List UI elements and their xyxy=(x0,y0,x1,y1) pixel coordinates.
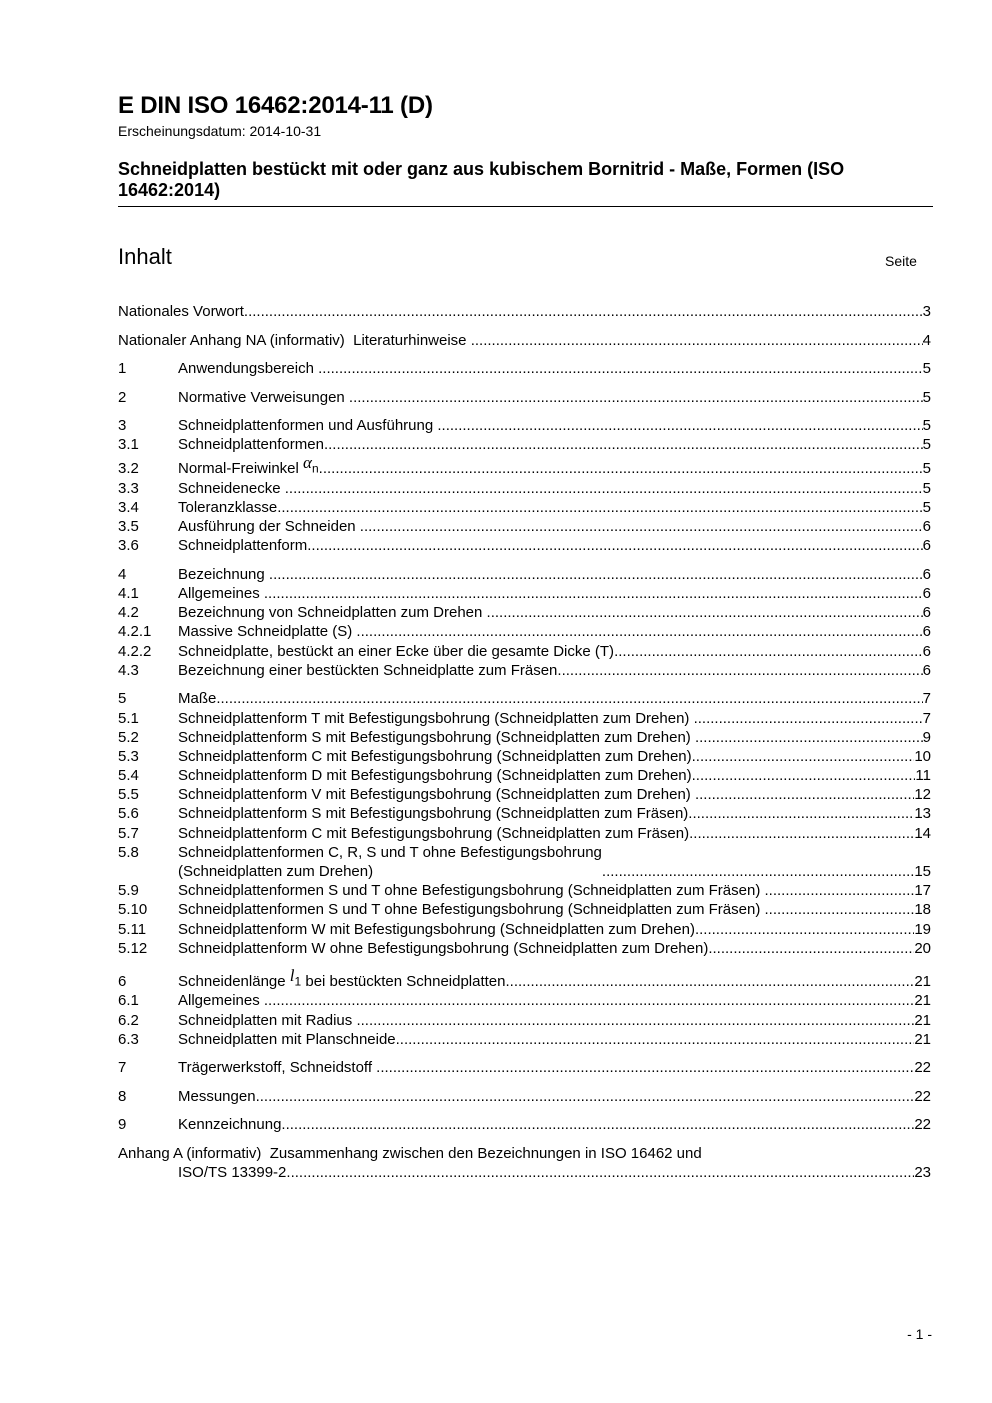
toc-entry-number: 5.9 xyxy=(118,882,139,900)
toc-entry-number: 5.12 xyxy=(118,939,148,957)
toc-leader-dots xyxy=(765,881,915,900)
toc-entry-page: 6 xyxy=(922,565,931,583)
toc-entry-page: 6 xyxy=(922,642,931,660)
toc-entry-number: 3 xyxy=(118,417,127,435)
toc-entry[interactable] xyxy=(118,436,931,455)
toc-leader-dots xyxy=(324,435,923,454)
toc-entry-title: Schneidplatten mit Radius xyxy=(178,1011,357,1029)
toc-entry[interactable] xyxy=(118,498,931,517)
document-subtitle: Schneidplatten bestückt mit oder ganz aus kubischem Bornitrid - Maße, Formen (ISO 16462:2014) xyxy=(118,159,845,200)
page-number: - 1 - xyxy=(907,1326,932,1342)
toc-entry[interactable] xyxy=(118,1058,931,1077)
toc-entry-number: 5 xyxy=(118,690,127,708)
toc-entry-number: 6 xyxy=(118,973,127,991)
toc-leader-dots xyxy=(695,920,914,939)
alpha-n-symbol: $\alpha_n$ xyxy=(303,453,319,476)
toc-entry-number: 3.5 xyxy=(118,518,139,536)
toc-entry[interactable] xyxy=(118,728,931,747)
toc-entry-title: Messungen xyxy=(178,1087,256,1105)
toc-entry-title: Schneidplattenform T mit Befestigungsbohrung (Schneidplatten zum Drehen) xyxy=(178,709,694,727)
toc-entry-title: Normal-Freiwinkel xyxy=(178,460,304,478)
toc-entry-page: 5 xyxy=(922,436,931,454)
toc-entry-number: 7 xyxy=(118,1059,127,1077)
title-divider xyxy=(118,206,933,207)
toc-entry-title: Bezeichnung einer bestückten Schneidplatte zum Fräsen xyxy=(178,661,558,679)
toc-entry-page: 3 xyxy=(922,302,931,320)
toc-entry-title: Schneidplattenform D mit Befestigungsbohrung (Schneidplatten zum Drehen) xyxy=(178,767,692,785)
toc-entry-page: 11 xyxy=(915,767,931,785)
toc-leader-dots xyxy=(376,1058,914,1077)
toc-leader-dots xyxy=(708,939,914,958)
toc-entry-number: 5.4 xyxy=(118,767,139,785)
toc-entry-title: Anwendungsbereich xyxy=(178,360,319,378)
toc-entry[interactable] xyxy=(118,603,931,622)
toc-entry-page: 6 xyxy=(922,585,931,602)
toc-entry-title: Nationaler Anhang NA (informativ) Literaturhinweise xyxy=(118,331,471,349)
toc-entry[interactable] xyxy=(118,689,931,708)
toc-page-column-heading: Seite xyxy=(885,253,917,269)
toc-entry-annex[interactable] xyxy=(118,1144,931,1182)
toc-entry-title: Anhang A (informativ) Zusammenhang zwischen den Bezeichnungen in ISO 16462 und xyxy=(118,1145,702,1163)
toc-entry-title: Bezeichnung von Schneidplatten zum Drehen xyxy=(178,604,487,622)
toc-entry[interactable] xyxy=(118,900,931,919)
toc-entry-number: 6.3 xyxy=(118,1030,139,1048)
toc-entry-page: 6 xyxy=(922,604,931,622)
toc-entry[interactable] xyxy=(118,359,931,378)
toc-leader-dots xyxy=(437,416,922,435)
toc-leader-dots xyxy=(689,824,914,843)
toc-entry-page: 5 xyxy=(922,388,931,406)
toc-entry-page: 22 xyxy=(914,1087,931,1105)
toc-entry-page: 9 xyxy=(922,728,931,746)
toc-leader-dots xyxy=(692,747,915,766)
toc-entry-page: 22 xyxy=(914,1116,931,1134)
toc-entry-page: 6 xyxy=(922,661,931,679)
toc-entry-page: 6 xyxy=(922,623,931,641)
toc-entry[interactable] xyxy=(118,1030,931,1049)
toc-entry[interactable] xyxy=(118,920,931,939)
toc-entry-title: Maße xyxy=(178,690,217,708)
toc-leader-dots xyxy=(360,517,923,536)
toc-entry-number: 5.5 xyxy=(118,786,139,804)
toc-entry-number: 3.6 xyxy=(118,537,139,555)
toc-entry[interactable] xyxy=(118,1115,931,1134)
toc-leader-dots xyxy=(286,1163,914,1182)
toc-leader-dots xyxy=(244,302,923,321)
toc-entry-title: Normative Verweisungen xyxy=(178,388,349,406)
toc-entry-number: 3.1 xyxy=(118,436,139,454)
toc-entry-title: Ausführung der Schneiden xyxy=(178,518,360,536)
toc-entry[interactable] xyxy=(118,991,931,1010)
toc-leader-dots xyxy=(349,388,923,407)
toc-entry-page: 12 xyxy=(914,786,931,804)
toc-leader-dots xyxy=(216,689,922,708)
toc-entry-page: 4 xyxy=(922,331,931,349)
toc-leader-dots xyxy=(256,1087,915,1106)
toc-entry[interactable] xyxy=(118,517,931,536)
toc-entry-title: Bezeichnung xyxy=(178,565,269,583)
toc-entry-page: 6 xyxy=(922,537,931,555)
toc-entry-number: 3.2 xyxy=(118,460,139,478)
toc-leader-dots xyxy=(269,565,923,584)
table-of-contents xyxy=(118,302,931,1182)
toc-entry-page: 5 xyxy=(922,479,931,497)
toc-entry-page: 23 xyxy=(914,1164,931,1182)
toc-entry-title: Schneidplatten mit Planschneide xyxy=(178,1030,396,1048)
toc-entry-page: 21 xyxy=(914,1011,931,1029)
toc-leader-dots xyxy=(487,603,923,622)
toc-leader-dots xyxy=(356,1011,914,1030)
toc-leader-dots xyxy=(695,785,914,804)
toc-entry-title: Schneidplattenform S mit Befestigungsbohrung (Schneidplatten zum Drehen) xyxy=(178,728,695,746)
toc-leader-dots xyxy=(264,584,923,603)
toc-leader-dots xyxy=(692,766,916,785)
toc-entry-title: Schneidplattenform C mit Befestigungsbohrung (Schneidplatten zum Drehen) xyxy=(178,747,692,765)
toc-entry[interactable] xyxy=(118,388,931,407)
toc-entry-title: Kennzeichnung xyxy=(178,1116,282,1134)
toc-entry-page: 20 xyxy=(914,939,931,957)
toc-leader-dots xyxy=(264,991,914,1010)
toc-entry-number: 5.10 xyxy=(118,901,148,919)
toc-entry-title: Toleranzklasse xyxy=(178,498,278,516)
toc-entry-number: 5.11 xyxy=(118,920,147,938)
toc-entry-page: 21 xyxy=(914,1030,931,1048)
toc-entry-title: Schneidplattenformen S und T ohne Befestigungsbohrung (Schneidplatten zum Fräsen) xyxy=(178,882,765,900)
toc-entry[interactable] xyxy=(118,479,931,498)
toc-entry-title: Trägerwerkstoff, Schneidstoff xyxy=(178,1059,377,1077)
toc-entry-title: Allgemeines xyxy=(178,585,264,602)
toc-entry-number: 4 xyxy=(118,565,127,583)
toc-leader-dots xyxy=(765,900,915,919)
toc-entry-number: 3.3 xyxy=(118,479,139,497)
toc-leader-dots xyxy=(506,972,915,991)
toc-entry-title: Schneidplattenformen xyxy=(178,436,324,454)
toc-entry-number: 4.1 xyxy=(118,585,139,602)
toc-entry[interactable] xyxy=(118,536,931,555)
toc-entry-number: 6.1 xyxy=(118,992,139,1010)
toc-entry-number: 4.2 xyxy=(118,604,139,622)
toc-leader-dots xyxy=(318,359,923,378)
toc-entry-title: Schneidplattenform S mit Befestigungsbohrung (Schneidplatten zum Fräsen) xyxy=(178,805,689,823)
toc-heading: Inhalt xyxy=(118,244,172,269)
toc-entry-page: 7 xyxy=(922,690,931,708)
toc-entry-number: 5.3 xyxy=(118,747,139,765)
toc-leader-dots xyxy=(281,1115,914,1134)
toc-entry[interactable] xyxy=(118,881,931,900)
toc-entry-number: 4.2.1 xyxy=(118,623,152,641)
toc-entry[interactable] xyxy=(118,843,931,881)
toc-entry-title: Schneidplattenform C mit Befestigungsbohrung (Schneidplatten zum Fräsen) xyxy=(178,824,690,842)
toc-entry-title: Schneidplattenformen S und T ohne Befestigungsbohrung (Schneidplatten zum Fräsen) xyxy=(178,901,765,919)
toc-leader-dots xyxy=(688,804,914,823)
toc-entry-title-suffix: bei bestückten Schneidplatten xyxy=(301,973,506,991)
toc-entry-title: Allgemeines xyxy=(178,992,264,1010)
toc-entry[interactable] xyxy=(118,1087,931,1106)
toc-entry-number: 4.3 xyxy=(118,661,139,679)
toc-entry-page: 15 xyxy=(914,863,931,881)
toc-entry-number: 5.8 xyxy=(118,843,139,861)
toc-entry-page: 5 xyxy=(922,417,931,435)
toc-leader-dots xyxy=(471,331,923,350)
toc-entry-page: 22 xyxy=(914,1059,931,1077)
toc-entry[interactable] xyxy=(118,455,931,479)
toc-entry-number: 5.2 xyxy=(118,728,139,746)
toc-entry-page: 14 xyxy=(914,824,931,842)
toc-entry[interactable] xyxy=(118,939,931,958)
toc-entry-page: 5 xyxy=(922,460,931,478)
toc-entry-page: 7 xyxy=(922,709,931,727)
toc-entry[interactable] xyxy=(118,747,931,766)
toc-entry-title-line2: ISO/TS 13399-2 xyxy=(178,1164,287,1182)
toc-entry[interactable] xyxy=(118,565,931,584)
toc-leader-dots xyxy=(695,728,923,747)
toc-entry[interactable] xyxy=(118,416,931,435)
toc-entry-title: Schneidplattenform xyxy=(178,537,308,555)
issue-date: Erscheinungsdatum: 2014-10-31 xyxy=(118,123,322,139)
toc-entry-number: 3.4 xyxy=(118,498,139,516)
toc-entry-page: 10 xyxy=(914,747,931,765)
toc-entry-page: 17 xyxy=(914,882,931,900)
toc-leader-dots xyxy=(307,536,922,555)
toc-entry-number: 9 xyxy=(118,1116,127,1134)
toc-entry-number: 8 xyxy=(118,1087,127,1105)
toc-entry-number: 6.2 xyxy=(118,1011,139,1029)
toc-leader-dots xyxy=(285,479,923,498)
toc-entry[interactable] xyxy=(118,302,931,321)
toc-leader-dots xyxy=(602,862,914,881)
toc-entry-title: Schneidplattenform V mit Befestigungsbohrung (Schneidplatten zum Drehen) xyxy=(178,786,695,804)
toc-entry-title: Schneidplattenformen C, R, S und T ohne Befestigungsbohrung (Schneidplatten zum Drehen) xyxy=(178,843,602,881)
toc-entry[interactable] xyxy=(118,1011,931,1030)
toc-entry-page: 18 xyxy=(914,901,931,919)
toc-entry-number: 5.7 xyxy=(118,824,139,842)
toc-leader-dots xyxy=(356,622,922,641)
toc-leader-dots xyxy=(694,709,923,728)
toc-entry[interactable] xyxy=(118,824,931,843)
toc-entry[interactable] xyxy=(118,661,931,680)
toc-entry-number: 4.2.2 xyxy=(118,642,152,660)
toc-entry-page: 21 xyxy=(914,973,931,991)
toc-entry-title: Massive Schneidplatte (S) xyxy=(178,623,357,641)
toc-entry-title: Nationales Vorwort xyxy=(118,302,244,320)
toc-entry-title: Schneidplattenformen und Ausführung xyxy=(178,417,438,435)
toc-leader-dots xyxy=(614,642,923,661)
toc-entry[interactable] xyxy=(118,766,931,785)
toc-entry[interactable] xyxy=(118,709,931,728)
toc-entry-page: 13 xyxy=(914,805,931,823)
toc-entry-number: 5.6 xyxy=(118,805,139,823)
toc-entry-title: Schneidplatte, bestückt an einer Ecke über die gesamte Dicke (T) xyxy=(178,642,615,660)
toc-entry-number: 2 xyxy=(118,388,127,406)
toc-entry-continuation xyxy=(118,1163,931,1182)
toc-entry[interactable] xyxy=(118,642,931,661)
toc-entry[interactable] xyxy=(118,967,931,991)
l1-symbol: $l_1$ xyxy=(289,965,302,989)
toc-entry-page: 21 xyxy=(914,992,931,1010)
toc-entry[interactable] xyxy=(118,804,931,823)
toc-entry-page: 6 xyxy=(922,518,931,536)
toc-entry[interactable] xyxy=(118,785,931,804)
toc-entry-title: Schneidplattenform W mit Befestigungsbohrung (Schneidplatten zum Drehen) xyxy=(178,920,695,938)
toc-entry-page: 19 xyxy=(914,920,931,938)
toc-entry-number: 5.1 xyxy=(118,709,139,727)
toc-entry-page: 5 xyxy=(922,360,931,378)
toc-entry[interactable] xyxy=(118,622,931,641)
toc-entry-number: 1 xyxy=(118,360,127,378)
toc-entry[interactable] xyxy=(118,584,931,603)
toc-entry[interactable] xyxy=(118,331,931,350)
toc-leader-dots xyxy=(557,661,922,680)
toc-leader-dots xyxy=(396,1030,915,1049)
document-title: E DIN ISO 16462:2014-11 (D) xyxy=(118,92,433,119)
toc-entry-title: Schneidplattenform W ohne Befestigungsbohrung (Schneidplatten zum Drehen) xyxy=(178,939,709,957)
toc-leader-dots xyxy=(277,498,922,517)
toc-leader-dots xyxy=(319,459,923,478)
toc-entry-title: Schneidenecke xyxy=(178,479,285,497)
toc-entry-page: 5 xyxy=(922,498,931,516)
toc-entry-title: Schneidenlänge xyxy=(178,973,290,991)
